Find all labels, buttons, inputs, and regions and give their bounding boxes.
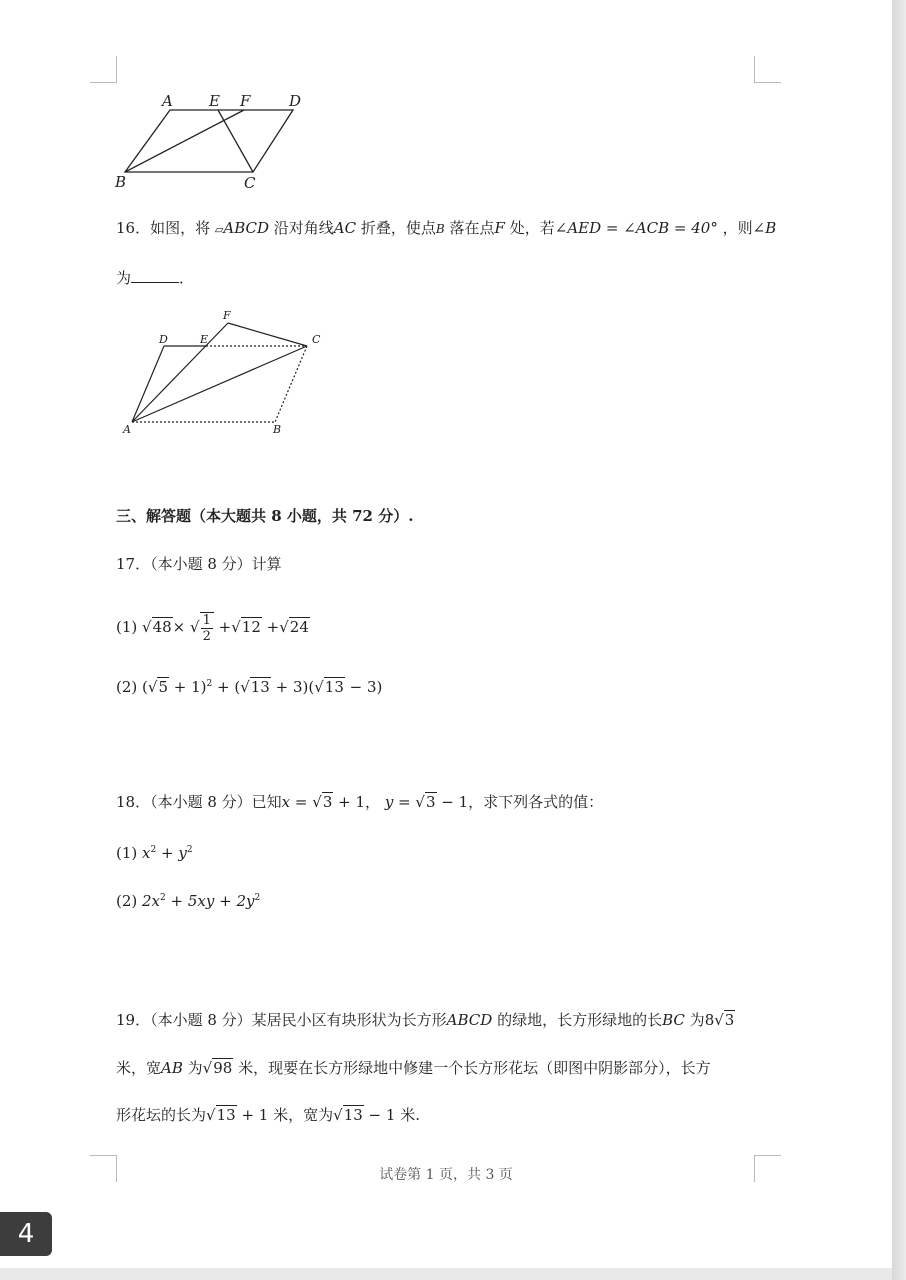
parallelogram-figure-15 [110, 88, 320, 192]
label-c: C [312, 333, 321, 346]
label-f: F [223, 309, 231, 322]
question-17-heading: 17．（本小题 8 分）计算 [116, 555, 282, 573]
question-19-line-1: 19．（本小题 8 分）某居民小区有块形状为长方形ABCD 的绿地，长方形绿地的长BC 为8√3 [116, 1011, 735, 1029]
page-footer: 试卷第 1 页，共 3 页 [379, 1167, 513, 1183]
label-c: C [244, 174, 256, 192]
crop-mark-top-right [754, 56, 781, 83]
question-17-part-2: (2) $(√5 + 1)^2 + (√13 + 3)(√13 - 3)$ [116, 678, 383, 696]
question-18-part-2: (2) $2x^2 + 5xy + 2y^2$ [116, 892, 261, 910]
label-e: E [200, 333, 209, 346]
label-e: E [209, 92, 220, 110]
page-edge-shadow [892, 0, 906, 1280]
page-number-badge: 4 [0, 1212, 52, 1256]
crop-mark-top-left [90, 56, 117, 83]
label-b: B [273, 423, 282, 436]
label-d: D [289, 92, 302, 110]
label-a: A [123, 423, 131, 436]
parallelogram-symbol-icon: ▱ [214, 223, 224, 236]
question-19-line-2: 米，宽AB 为√98 米，现要在长方形绿地中修建一个长方形花坛（即图中阴影部分），长方 [116, 1059, 711, 1077]
question-19-line-3: 形花坛的长为√13 + 1 米，宽为√13 − 1 米. [116, 1106, 420, 1124]
section-3-title: 三、解答题（本大题共 8 小题，共 72 分）. [116, 507, 414, 525]
label-d: D [159, 333, 168, 346]
question-18-part-1: (1) $x^2 + y^2$ [116, 844, 193, 862]
label-f: F [240, 92, 251, 110]
answer-blank [131, 268, 179, 283]
question-17-part-1: (1) √48× √ $\frac{1}{2}$ +√12 +√24 [116, 613, 309, 644]
question-16-line-2: 为 ． [116, 269, 195, 287]
label-b: B [115, 173, 127, 191]
question-18-heading: 18．（本小题 8 分）已知x = √3 + 1， y = √3 − 1，求下列各式的值： [116, 793, 604, 811]
question-16-line-1: 16．如图，将 ▱ABCD 沿对角线AC 折叠，使点B 落在点F 处，若∠AED = ∠ACB = 40° ，则∠B [116, 219, 777, 237]
folded-parallelogram-figure-16 [118, 306, 333, 438]
label-a: A [162, 92, 173, 110]
